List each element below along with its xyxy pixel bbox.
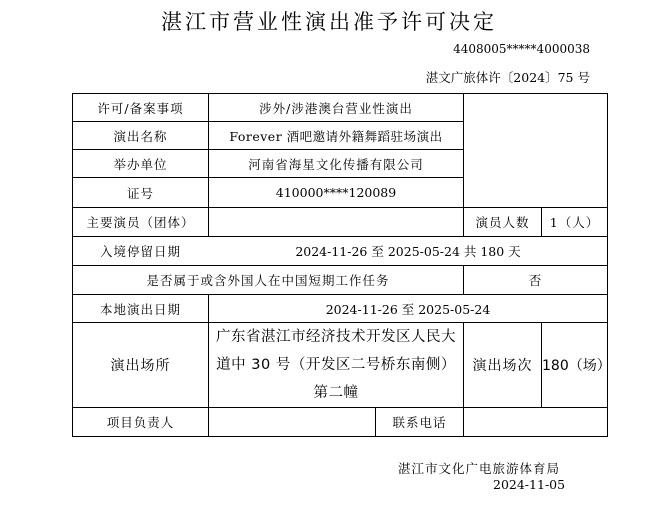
value-sessions: 180（场） [542,358,611,374]
value-short-term-work: 否 [528,273,543,288]
value-license: 410000****120089 [275,185,397,200]
label-show-name: 演出名称 [113,128,168,144]
value-main-performers [209,208,463,236]
value-local-period: 2024-11-26 至 2025-05-24 [325,301,491,317]
issuing-authority: 湛江市文化广电旅游体育局 [398,461,561,476]
value-permit-type: 涉外/涉港澳台营业性演出 [259,100,413,116]
value-phone [464,408,607,436]
value-performer-count: 1（人） [549,215,600,230]
issue-date: 2024-11-05 [493,477,566,492]
document-number: 4408005*****4000038 [453,42,590,56]
label-local-period: 本地演出日期 [99,301,181,317]
value-manager [209,408,375,436]
value-stay-period: 2024-11-26 至 2025-05-24 共 180 天 [295,244,521,259]
document-title: 湛江市营业性演出准予许可决定 [161,10,497,34]
label-performer-count: 演员人数 [475,215,530,230]
value-organizer: 河南省海星文化传播有限公司 [248,156,424,172]
label-sessions: 演出场次 [472,358,533,374]
value-venue: 广东省湛江市经济技术开发区人民大道中 30 号（开发区二号桥东南侧）第二幢 [216,329,456,401]
label-manager: 项目负责人 [106,415,175,430]
label-short-term-work: 是否属于或含外国人在中国短期工作任务 [146,273,390,288]
label-main-performers: 主要演员（团体） [86,215,195,230]
label-organizer: 举办单位 [113,156,168,172]
label-license: 证号 [126,185,154,201]
reference-number: 湛文广旅体许〔2024〕75 号 [425,70,590,85]
label-venue: 演出场所 [110,358,171,374]
label-permit-type: 许可/备案事项 [97,100,184,116]
label-stay-period: 入境停留日期 [99,244,181,259]
value-show-name: Forever 酒吧邀请外籍舞蹈驻场演出 [229,128,443,144]
label-phone: 联系电话 [392,415,447,430]
